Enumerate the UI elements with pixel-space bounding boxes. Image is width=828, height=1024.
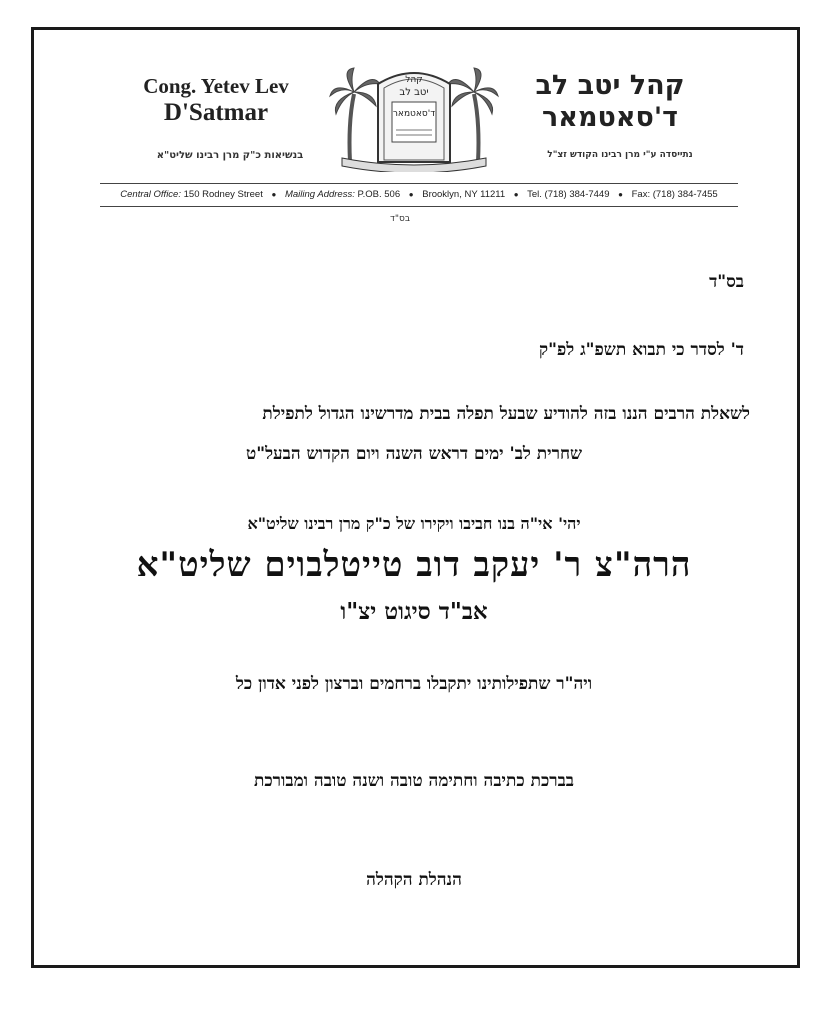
letterhead-hebrew-title [520,70,700,134]
mailing-value: P.OB. 506 [357,189,401,200]
logo-text-line2: יטב לב [399,87,429,98]
palm-tree-icon [448,68,498,162]
letterhead-english-title [136,74,296,128]
letterhead-top-rule [100,183,738,184]
signature: הנהלת הקהלה [366,870,462,890]
bsd-heading: בס"ד [709,272,744,292]
synagogue-emblem-icon [328,62,500,172]
blessing: בברכת כתיבה וחתימה טובה ושנה טובה ומבורכת [254,771,574,791]
hebrew-subtitle: נתייסדה ע"י מרן רבינו הקודש זצ"ל [547,150,693,160]
palm-tree-icon [330,68,380,162]
honoree-title: אב"ד סיגוט יצ"ו [340,598,488,625]
paragraph-3: יהי' אי"ה בנו חביבו ויקירו של כ"ק מרן רבינו שליט"א [247,514,581,533]
english-subtitle: בנשיאות כ"ק מרן רבינו שליט"א [156,150,304,161]
date-line: ד' לסדר כי תבוא תשפ"ג לפ"ק [539,340,744,360]
paragraph-4: ויה"ר שתפילותינו יתקבלו ברחמים וברצון לפני אדון כל [235,674,593,694]
paragraph-1: לשאלת הרבים הננו בזה להודיע שבעל תפלה בבית מדרשינו הגדול לתפילת [262,404,750,424]
hebrew-title-line2: ד'סאטמאר [542,102,678,133]
telephone: Tel. (718) 384-7449 [527,189,610,200]
letterhead-bsd: בס"ד [389,214,411,224]
hebrew-title-line1: קהל יטב לב [535,70,685,101]
logo-text-line3: ד'סאטמאר [392,109,436,119]
address-line: Central Office: 150 Rodney Street ● Mailing Address: P.OB. 506 ● Brooklyn, NY 11211 ● Tel. (718) 384-7449 ● Fax: (718) 384-7455 [120,189,718,200]
english-title-line1: Cong. Yetev Lev [143,74,289,98]
logo-text-line1: קהל [405,75,423,85]
mailing-label: Mailing Address: [284,189,355,200]
central-office-label: Central Office: [120,189,181,200]
letterhead-bottom-rule [100,206,738,207]
paragraph-2: שחרית לב' ימים דראש השנה ויום הקדוש הבעל"ט [245,444,583,464]
fax: Fax: (718) 384-7455 [631,189,718,200]
honoree-name: הרה"צ ר' יעקב דוב טייטלבוים שליט"א [136,545,692,585]
city: Brooklyn, NY 11211 [422,189,506,200]
central-office-value: 150 Rodney Street [183,189,263,200]
english-title-line2: D'Satmar [163,99,269,126]
